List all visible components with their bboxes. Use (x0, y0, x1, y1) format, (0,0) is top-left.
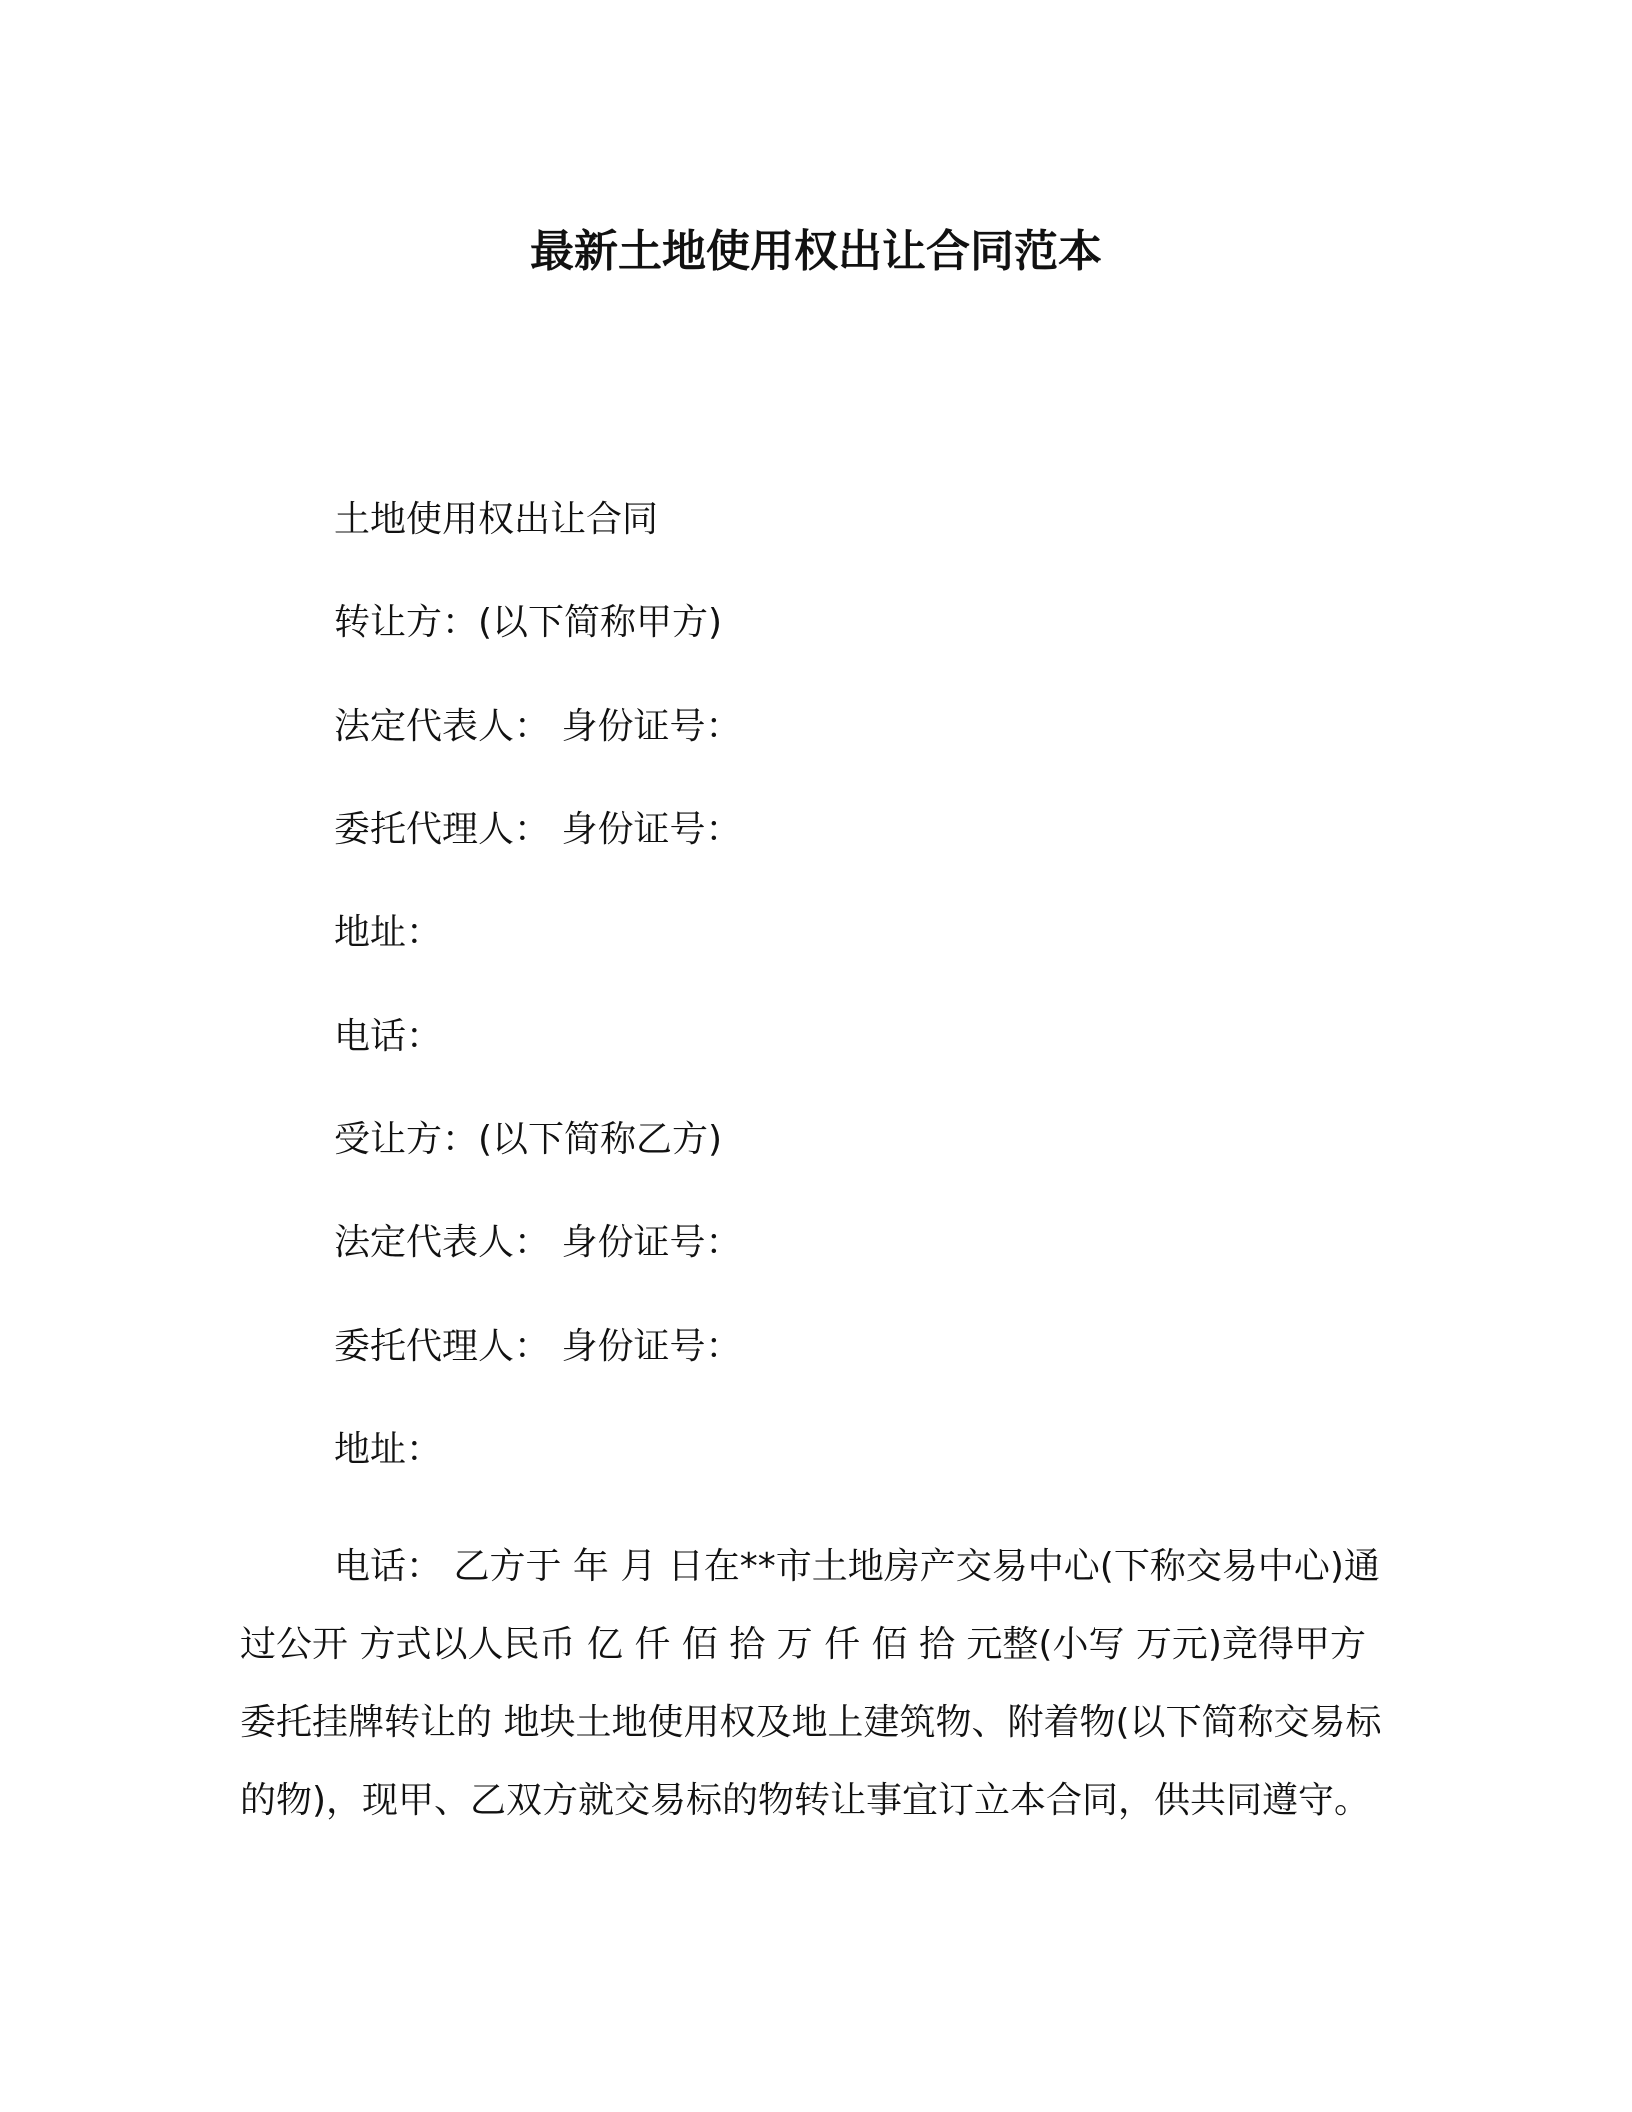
document-title: 最新土地使用权出让合同范本 (530, 226, 1102, 277)
contract-subtitle: 土地使用权出让合同 (334, 499, 659, 540)
transferor-legal-rep-line: 法定代表人： 身份证号： (334, 706, 742, 747)
transferor-phone-line: 电话： (334, 1016, 443, 1057)
contract-body-paragraph: 电话： 乙方于 年 月 日在**市土地房产交易中心(下称交易中心)通过公开 方式以人民币 亿 仟 佰 拾 万 仟 佰 拾 元整(小写 万元)竞得甲方委托挂牌转让的 地块土地使用权及地上建筑物、附着物(以下简称交易标的物)，现甲、乙双方就交易标的物转让事宜订立本合同，供共同遵守。 (240, 1546, 1382, 1821)
transferee-agent-line: 委托代理人： 身份证号： (334, 1326, 742, 1367)
transferee-label: 受让方：(以下简称乙方) (334, 1119, 723, 1160)
transferor-agent-line: 委托代理人： 身份证号： (334, 809, 742, 850)
transferee-legal-rep-line: 法定代表人： 身份证号： (334, 1222, 742, 1263)
transferor-label: 转让方：(以下简称甲方) (334, 602, 723, 643)
transferor-address-line: 地址： (334, 912, 443, 953)
transferee-address-line: 地址： (334, 1429, 443, 1470)
